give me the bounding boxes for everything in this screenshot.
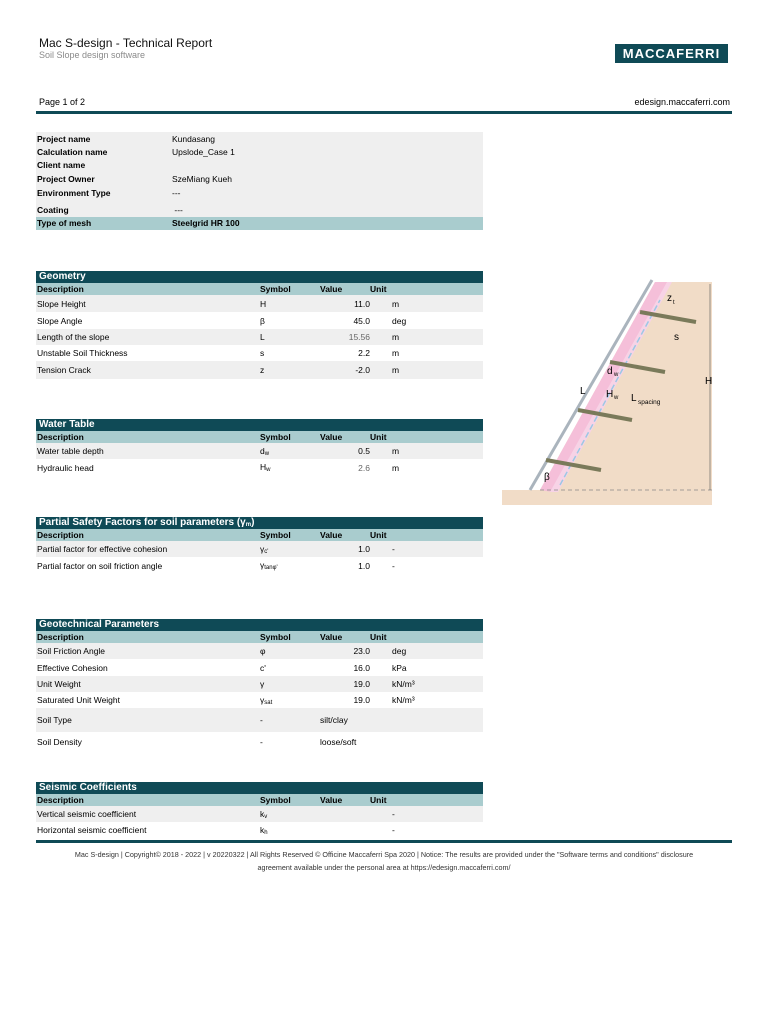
footer-rule <box>36 840 732 843</box>
col-description: Description <box>37 795 84 805</box>
section-title <box>36 517 483 529</box>
table-row <box>36 295 483 312</box>
project-row <box>36 146 483 159</box>
col-unit: Unit <box>370 432 387 442</box>
label-s: s <box>674 332 679 343</box>
project-value: Upslode_Case 1 <box>172 147 235 157</box>
row-symbol: c' <box>260 662 266 673</box>
col-description: Description <box>37 530 84 540</box>
report-title: Mac S-design - Technical Report <box>39 36 213 50</box>
footer-notice <box>36 848 732 874</box>
row-symbol: z <box>260 365 265 375</box>
project-row <box>36 186 483 200</box>
seismic-section <box>36 782 483 838</box>
table-row <box>36 443 483 459</box>
col-value: Value <box>320 632 343 642</box>
symbol-sub: h <box>264 829 268 836</box>
table-row <box>36 732 483 752</box>
project-row-mesh <box>36 217 483 230</box>
row-desc: Tension Crack <box>37 365 91 375</box>
row-value: 2.2 <box>358 348 370 358</box>
label-z: z <box>667 293 672 304</box>
row-value: 23.0 <box>353 646 370 656</box>
column-header <box>36 283 483 295</box>
row-unit: m <box>392 298 400 309</box>
col-symbol: Symbol <box>260 530 291 540</box>
row-desc: Partial factor for effective cohesion <box>37 544 168 554</box>
row-value: 19.0 <box>353 679 370 689</box>
safety-factors-section <box>36 517 483 574</box>
symbol-sub: v <box>264 813 268 820</box>
row-value: silt/clay <box>320 715 348 725</box>
symbol-main: γ <box>260 543 265 554</box>
row-value: 45.0 <box>353 315 370 326</box>
row-value: loose/soft <box>320 737 357 747</box>
row-unit: deg <box>392 315 407 326</box>
symbol-sub: c' <box>264 548 269 555</box>
geotechnical-section <box>36 619 483 752</box>
symbol-main: k <box>260 808 265 819</box>
table-row <box>36 708 483 732</box>
row-unit: m <box>392 332 400 342</box>
row-desc: Partial factor on soil friction angle <box>37 560 163 571</box>
label-beta: β <box>544 472 550 483</box>
col-value: Value <box>320 432 343 442</box>
table-row <box>36 329 483 345</box>
project-value: Steelgrid HR 100 <box>172 218 240 228</box>
project-label: Coating <box>37 205 69 215</box>
col-value: Value <box>320 530 343 540</box>
site-url: edesign.maccaferri.com <box>634 97 730 107</box>
project-row <box>36 200 483 217</box>
label-dw: d <box>607 366 613 377</box>
row-desc: Effective Cohesion <box>37 662 108 673</box>
row-unit: m <box>392 446 400 456</box>
project-value: --- <box>172 205 183 215</box>
row-unit: kPa <box>392 662 407 673</box>
project-label: Project Owner <box>37 174 95 184</box>
row-symbol: - <box>260 737 263 747</box>
project-label: Client name <box>37 160 86 170</box>
col-symbol: Symbol <box>260 284 291 294</box>
row-desc: Vertical seismic coefficient <box>37 809 137 819</box>
row-value: 15.56 <box>348 332 370 342</box>
label-L: L <box>580 386 586 397</box>
table-row <box>36 692 483 708</box>
row-symbol: s <box>260 348 265 358</box>
table-row <box>36 806 483 822</box>
row-desc: Unstable Soil Thickness <box>37 348 128 358</box>
row-desc: Unit Weight <box>37 679 81 689</box>
label-lspacing: L <box>631 393 637 404</box>
row-value: 0.5 <box>358 446 370 456</box>
row-symbol: H <box>260 298 267 309</box>
column-header <box>36 631 483 643</box>
row-symbol: γ <box>260 679 265 689</box>
label-dw-sub: w <box>614 372 619 378</box>
row-value: 16.0 <box>353 662 370 673</box>
row-symbol: L <box>260 332 265 342</box>
row-value: 11.0 <box>354 298 370 309</box>
symbol-sub: sat <box>264 699 273 706</box>
row-unit: m <box>392 462 400 473</box>
project-label: Environment Type <box>37 188 111 198</box>
column-header <box>36 529 483 541</box>
row-symbol <box>260 695 320 706</box>
table-row <box>36 459 483 476</box>
row-unit: kN/m³ <box>392 695 415 705</box>
section-title: Geometry <box>36 271 483 283</box>
row-value: 1.0 <box>358 560 370 571</box>
title-sub: m <box>245 522 252 528</box>
project-value: --- <box>172 188 181 198</box>
symbol-main: γ <box>260 694 265 705</box>
section-title: Seismic Coefficients <box>36 782 483 794</box>
table-row <box>36 659 483 676</box>
col-description: Description <box>37 284 84 294</box>
project-label: Calculation name <box>37 147 108 157</box>
row-desc: Soil Friction Angle <box>37 646 106 656</box>
row-symbol <box>260 809 320 820</box>
row-symbol <box>260 544 320 555</box>
title-text: Partial Safety Factors for soil parameters (γ <box>39 517 246 528</box>
symbol-main: d <box>260 445 265 456</box>
row-symbol: φ <box>260 646 266 656</box>
project-value: SzeMiang Kueh <box>172 174 233 184</box>
title-end: ) <box>251 517 255 528</box>
row-desc: Soil Density <box>37 737 82 747</box>
geometry-section <box>36 271 483 379</box>
label-hw-sub: w <box>614 395 619 401</box>
row-unit: deg <box>392 646 407 656</box>
table-row <box>36 643 483 659</box>
footer-line: agreement available under the personal area at https://edesign.maccaferri.com/ <box>257 863 511 872</box>
row-unit: kN/m³ <box>392 679 415 689</box>
col-value: Value <box>320 284 343 294</box>
table-row <box>36 676 483 692</box>
row-unit: - <box>392 544 395 554</box>
symbol-main: H <box>260 462 267 472</box>
row-value: 1.0 <box>358 544 370 554</box>
row-desc: Horizontal seismic coefficient <box>37 825 147 835</box>
header-rule <box>36 111 732 114</box>
row-symbol <box>260 560 320 571</box>
table-row <box>36 557 483 574</box>
row-unit: - <box>392 825 395 835</box>
row-desc: Saturated Unit Weight <box>37 695 120 705</box>
column-header <box>36 431 483 443</box>
column-header <box>36 794 483 806</box>
project-value: Kundasang <box>172 134 216 144</box>
footer-line: Mac S-design | Copyright© 2018 - 2022 | v 20220322 | All Rights Reserved © Officine Maccaferri Spa 2020 | Notice: The results are provided under the "Software terms and conditions" disclosure <box>74 850 694 859</box>
col-symbol: Symbol <box>260 795 291 805</box>
row-value: 19.0 <box>353 695 370 705</box>
col-unit: Unit <box>370 530 387 540</box>
table-row <box>36 541 483 557</box>
col-value: Value <box>320 795 343 805</box>
project-row <box>36 132 483 146</box>
label-H: H <box>705 376 713 387</box>
symbol-sub: w <box>266 467 271 473</box>
row-desc: Soil Type <box>37 715 72 725</box>
symbol-sub: w <box>264 450 270 457</box>
row-unit: - <box>392 560 395 571</box>
col-symbol: Symbol <box>260 632 291 642</box>
table-row <box>36 361 483 379</box>
page-number: Page 1 of 2 <box>39 97 86 107</box>
symbol-main: k <box>260 824 265 835</box>
project-label: Type of mesh <box>37 218 92 228</box>
row-symbol: - <box>260 715 263 725</box>
project-label: Project name <box>37 134 91 144</box>
row-unit: m <box>392 365 400 375</box>
row-value: 2.6 <box>358 462 370 473</box>
symbol-sub: tanφ' <box>264 565 278 571</box>
section-title: Water Table <box>36 419 483 431</box>
maccaferri-logo: MACCAFERRI <box>615 44 728 63</box>
row-symbol <box>260 462 320 473</box>
col-symbol: Symbol <box>260 432 291 442</box>
row-symbol <box>260 446 320 457</box>
label-hw: H <box>606 389 614 400</box>
row-unit: m <box>392 348 400 358</box>
row-symbol <box>260 825 320 836</box>
water-table-section <box>36 419 483 476</box>
col-unit: Unit <box>370 632 387 642</box>
project-table <box>36 132 483 230</box>
col-unit: Unit <box>370 284 387 294</box>
table-row <box>36 822 483 838</box>
row-symbol: β <box>260 315 265 326</box>
row-desc: Hydraulic head <box>37 462 94 473</box>
section-title: Geotechnical Parameters <box>36 619 483 631</box>
row-desc: Length of the slope <box>37 332 110 342</box>
row-desc: Slope Angle <box>37 315 83 326</box>
project-row <box>36 159 483 172</box>
project-value <box>172 159 483 172</box>
col-description: Description <box>37 432 84 442</box>
row-desc: Slope Height <box>37 298 86 309</box>
report-subtitle: Soil Slope design software <box>39 50 146 60</box>
row-unit: - <box>392 809 395 819</box>
col-description: Description <box>37 632 84 642</box>
label-z-sub: t <box>673 300 675 306</box>
symbol-main: γ <box>260 560 265 570</box>
project-row <box>36 172 483 186</box>
row-value: -2.0 <box>355 365 370 375</box>
table-row <box>36 312 483 329</box>
row-desc: Water table depth <box>37 446 104 456</box>
table-row <box>36 345 483 361</box>
label-lspacing-sub: spacing <box>638 399 661 406</box>
slope-diagram <box>500 270 720 510</box>
col-unit: Unit <box>370 795 387 805</box>
